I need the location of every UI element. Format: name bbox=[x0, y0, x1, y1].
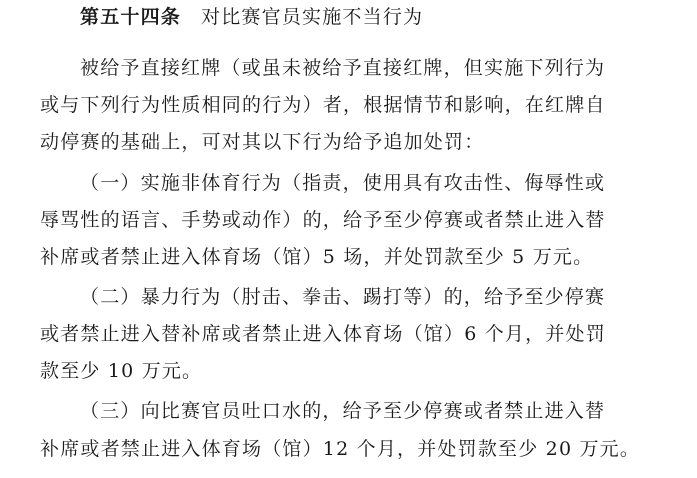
item-two-line: 或者禁止进入替补席或者禁止进入体育场（馆）6 个月，并处罚 bbox=[40, 323, 606, 345]
article-number: 第五十四条 bbox=[80, 6, 182, 28]
item-three-line: 补席或者禁止进入体育场（馆）12 个月，并处罚款至少 20 万元。 bbox=[40, 438, 641, 460]
paragraph-line: 动停赛的基础上，可对其以下行为给予追加处罚： bbox=[40, 131, 485, 153]
item-one-line: （一）实施非体育行为（指责，使用具有攻击性、侮辱性或 bbox=[80, 172, 606, 194]
paragraph-line: 或与下列行为性质相同的行为）者，根据情节和影响，在红牌自 bbox=[40, 94, 606, 116]
item-one-line: 补席或者禁止进入体育场（馆）5 场，并处罚款至少 5 万元。 bbox=[40, 246, 594, 268]
paragraph-line: 被给予直接红牌（或虽未被给予直接红牌，但实施下列行为 bbox=[80, 57, 606, 79]
article-title: 对比赛官员实施不当行为 bbox=[201, 6, 424, 28]
item-two-line: 款至少 10 万元。 bbox=[40, 360, 203, 382]
article-heading bbox=[80, 4, 423, 30]
item-three-line: （三）向比赛官员吐口水的，给予至少停赛或者禁止进入替 bbox=[80, 400, 606, 422]
item-one-line: 辱骂性的语言、手势或动作）的，给予至少停赛或者禁止进入替 bbox=[40, 209, 606, 231]
item-two-line: （二）暴力行为（肘击、拳击、踢打等）的，给予至少停赛 bbox=[80, 286, 606, 308]
